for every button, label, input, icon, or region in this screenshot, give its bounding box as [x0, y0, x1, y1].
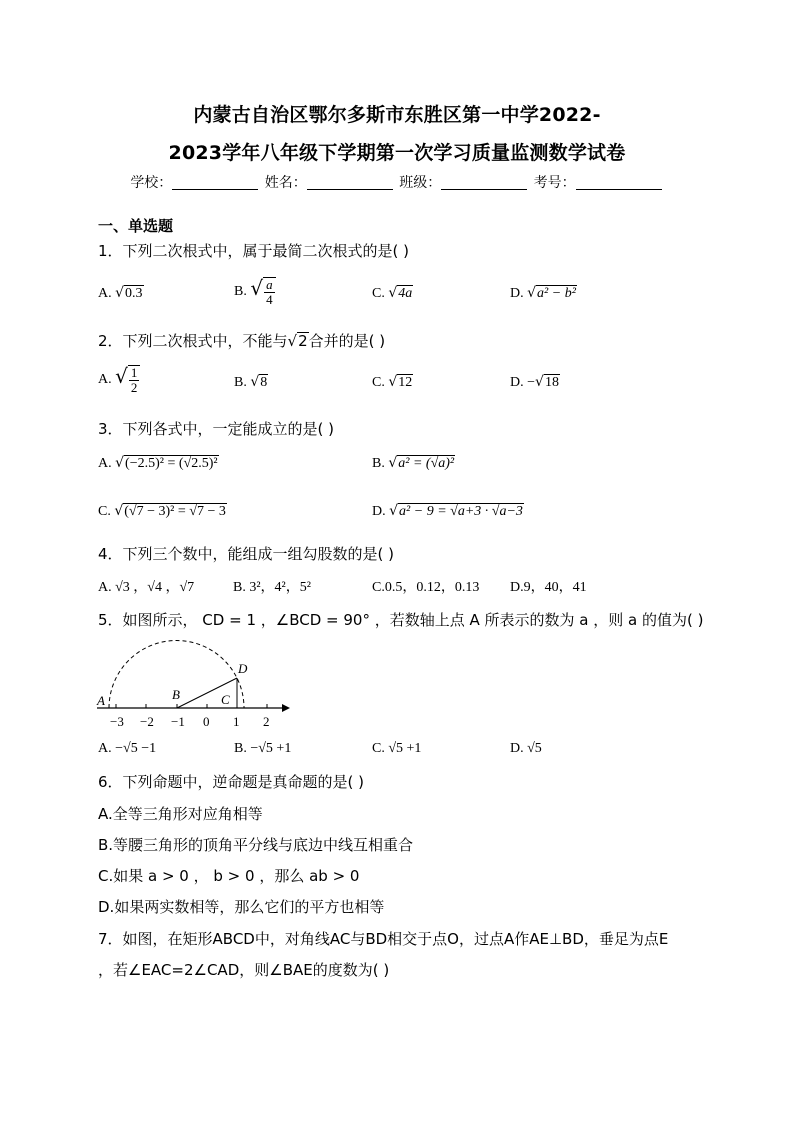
point-label-a: A [97, 693, 105, 708]
number-label: 考号： [533, 175, 576, 191]
radical-icon: √ [287, 332, 298, 350]
title-line-2: 2023学年八年级下学期第一次学习质量监测数学试卷 [168, 142, 626, 164]
name-label: 姓名： [264, 175, 307, 191]
radical-icon: √ [115, 364, 128, 388]
q3-option-d [372, 503, 524, 520]
tick-label: 1 [233, 714, 240, 729]
point-label-c: C [221, 692, 230, 707]
radical-icon: √ [535, 374, 544, 390]
q1-b-denominator: 4 [266, 291, 273, 307]
tick-label: 0 [203, 714, 210, 729]
q2-option-c [372, 374, 413, 391]
q3-b-label: B. [372, 456, 385, 471]
q1-b-fraction [263, 277, 276, 306]
q1-option-d [510, 285, 577, 302]
q1-c-value: 4a [398, 286, 413, 301]
q2-option-b [234, 374, 268, 391]
question-3-stem: 3．下列各式中，一定能成立的是( ) [98, 420, 335, 438]
q2-b-label: B. [234, 375, 247, 390]
q2-d-value: 18 [544, 375, 559, 390]
q2-a-numerator: 1 [130, 365, 138, 381]
q2-stem-post: 合并的是( ) [308, 332, 386, 350]
q2-option-a [98, 364, 140, 394]
q3-a-label: A. [98, 456, 112, 471]
q1-a-label: A. [98, 286, 112, 301]
q3-b-expression: a² = (√a)² [398, 456, 455, 471]
point-label-b: B [172, 687, 180, 702]
q5-option-b: B. −√5 +1 [234, 741, 292, 756]
section-heading: 一、单选题 [98, 217, 174, 235]
question-6-stem: 6．下列命题中，逆命题是真命题的是( ) [98, 773, 365, 791]
radical-icon: √ [388, 285, 398, 301]
question-7-line-1: 7．如图，在矩形ABCD中，对角线AC与BD相交于点O，过点A作AE⊥BD，垂足为点E [98, 930, 669, 948]
radical-icon: √ [115, 285, 125, 301]
q2-c-label: C. [372, 375, 385, 390]
q2-d-label: D. − [510, 375, 536, 390]
radical-icon: √ [114, 503, 124, 519]
question-1-stem: 1．下列二次根式中，属于最简二次根式的是( ) [98, 242, 410, 260]
q3-c-label: C. [98, 504, 111, 519]
q2-a-denominator: 2 [130, 379, 138, 395]
number-blank [576, 175, 662, 190]
arrow-icon [282, 704, 290, 712]
school-label: 学校： [130, 175, 173, 191]
class-label: 班级： [399, 175, 442, 191]
q2-c-value: 12 [398, 375, 413, 390]
q5-option-c: C. √5 +1 [372, 741, 422, 756]
q1-c-label: C. [372, 286, 385, 301]
q3-option-c [98, 503, 227, 520]
q1-d-value: a² − b² [537, 286, 576, 301]
q5-option-a: A. −√5 −1 [98, 741, 157, 756]
school-blank [172, 175, 258, 190]
q1-option-c [372, 285, 413, 302]
question-7-line-2: ，若∠EAC=2∠CAD，则∠BAE的度数为( ) [98, 961, 390, 979]
q3-d-label: D. [372, 504, 386, 519]
q2-stem-pre: 2．下列二次根式中，不能与 [98, 332, 288, 350]
q1-d-label: D. [510, 286, 524, 301]
tick-label: −2 [140, 714, 154, 729]
q3-d-expression: a² − 9 = √a+3 · √a−3 [399, 504, 523, 519]
q2-a-fraction [128, 365, 141, 394]
radical-icon: √ [115, 455, 125, 471]
tick-label: −3 [110, 714, 124, 729]
student-info-row [0, 172, 794, 192]
q1-option-b [234, 276, 276, 306]
class-blank [441, 175, 527, 190]
q1-b-numerator: a [266, 277, 273, 293]
q5-option-d: D. √5 [510, 741, 542, 756]
q1-b-label: B. [234, 284, 247, 299]
q4-option-b: B. 3²，4²，5² [233, 580, 311, 595]
q2-b-value: 8 [260, 375, 268, 390]
radical-icon: √ [389, 503, 399, 519]
q3-option-b [372, 455, 455, 472]
q4-option-a: A. √3 ，√4 ，√7 [98, 580, 195, 595]
q5-number-line-figure [92, 640, 302, 735]
radical-icon: √ [388, 374, 398, 390]
q2-option-d [510, 374, 560, 391]
name-blank [307, 175, 393, 190]
radical-icon: √ [388, 455, 398, 471]
radical-icon: √ [250, 276, 264, 300]
q3-c-expression: (√7 − 3)² = √7 − 3 [124, 504, 226, 519]
q2-stem-radicand: 2 [298, 332, 308, 350]
q3-option-a [98, 455, 219, 472]
q4-option-c: C.0.5，0.12，0.13 [372, 580, 480, 595]
q6-option-a: A.全等三角形对应角相等 [98, 805, 263, 823]
q4-option-d: D.9，40，41 [510, 580, 587, 595]
point-label-d: D [238, 661, 248, 676]
radical-icon: √ [250, 374, 260, 390]
question-5-stem: 5．如图所示， CD = 1 ，∠BCD = 90° ，若数轴上点 A 所表示的数为 a ，则 a 的值为( ) [98, 611, 704, 629]
question-4-stem: 4．下列三个数中，能组成一组勾股数的是( ) [98, 545, 395, 563]
radical-icon: √ [527, 285, 537, 301]
question-2-stem [98, 330, 385, 351]
tick-label: 2 [263, 714, 270, 729]
q1-option-a [98, 285, 144, 302]
q1-a-value: 0.3 [125, 286, 143, 301]
q6-option-c: C.如果 a > 0 ， b > 0 ，那么 ab > 0 [98, 867, 360, 885]
title-line-1: 内蒙古自治区鄂尔多斯市东胜区第一中学2022- [193, 104, 601, 126]
q6-option-d: D.如果两实数相等，那么它们的平方也相等 [98, 898, 385, 916]
q6-option-b: B.等腰三角形的顶角平分线与底边中线互相重合 [98, 836, 414, 854]
q3-a-expression: (−2.5)² = (√2.5)² [125, 456, 218, 471]
tick-label: −1 [171, 714, 185, 729]
q2-a-label: A. [98, 372, 112, 387]
